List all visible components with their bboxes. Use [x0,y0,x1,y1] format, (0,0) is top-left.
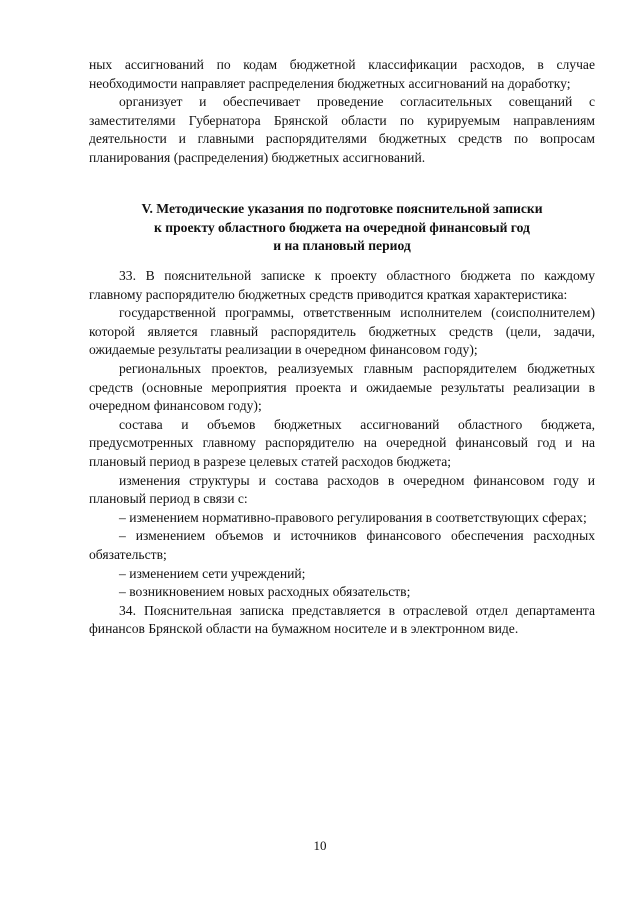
section-heading-line-1: V. Методические указания по подготовке пояснительной записки [141,201,543,216]
paragraph-33: 33. В пояснительной записке к проекту областного бюджета по каждому главному распорядителю бюджетных средств приводится краткая характеристика: [89,268,595,302]
top-paragraphs [89,56,595,168]
paragraph-34: 34. Пояснительная записка представляется в отраслевой отдел департамента финансов Брянской области на бумажном носителе и в электронном виде. [89,602,595,637]
paragraph-meetings: организует и обеспечивает проведение согласительных совещаний с заместителями Губернатора Брянской области по курируемым направлениям деятельности и главными распорядителями бюджетных средств по вопросам планирования (распределения) бюджетных ассигнований. [89,94,595,165]
section-heading [89,200,595,256]
list-item-regional-projects: региональных проектов, реализуемых главным распорядителем бюджетных средств (основные мероприятия проекта и ожидаемые результаты реализации в очередном финансовом году); [89,360,595,414]
list-item-structure-changes: изменения структуры и состава расходов в очередном финансовом году и плановый период в связи с: [89,472,595,507]
section-body [89,267,595,639]
sub-item-new-obligations: – возникновением новых расходных обязательств; [119,584,411,600]
section-heading-line-3: и на плановый период [273,238,411,254]
section-heading-line-2: к проекту областного бюджета на очередной финансовый год [154,219,530,235]
page-number: 10 [313,838,327,853]
sub-item-financing: – изменением объемов и источников финансового обеспечения расходных обязательств; [89,528,595,562]
sub-item-network: – изменением сети учреждений; [119,565,306,581]
paragraph-continuation: ных ассигнований по кодам бюджетной классификации расходов, в случае необходимости направляет распределения бюджетных ассигнований на доработку; [89,57,595,91]
sub-item-regulation: – изменением нормативно-правового регулирования в соответствующих сферах; [119,509,587,525]
list-item-state-program: государственной программы, ответственным исполнителем (соисполнителем) которой является главный распорядитель бюджетных средств (цели, задачи, ожидаемые результаты реализации в очередном финансовом году); [89,305,595,358]
list-item-budget-allocations: состава и объемов бюджетных ассигнований областного бюджета, предусмотренных главному распорядителю на очередной финансовый год и на плановый период в разрезе целевых статей расходов бюджета; [89,416,595,469]
